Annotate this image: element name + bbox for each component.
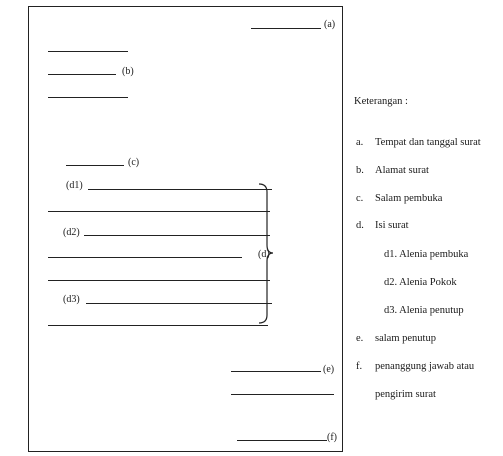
- content-brace-icon: [258, 183, 274, 325]
- sender-line: [231, 394, 334, 395]
- marker-d3: (d3): [63, 294, 80, 305]
- body-line-d1-1: [88, 189, 272, 190]
- address-line-2: [48, 74, 116, 75]
- body-line-d3-2: [48, 325, 268, 326]
- marker-e: (e): [323, 364, 335, 375]
- legend-letter-c: c.: [356, 193, 364, 204]
- legend-item-d1: d1. Alenia pembuka: [384, 249, 469, 260]
- closing-line: [231, 371, 321, 372]
- legend-item-a: Tempat dan tanggal surat: [375, 137, 481, 148]
- legend-item-d: Isi surat: [375, 220, 409, 231]
- marker-c: (c): [128, 157, 140, 168]
- marker-d1: (d1): [66, 180, 83, 191]
- signature-line: [237, 440, 327, 441]
- marker-f: (f): [327, 432, 337, 443]
- marker-d2: (d2): [63, 227, 80, 238]
- marker-a: (a): [324, 19, 336, 30]
- legend-item-c: Salam pembuka: [375, 193, 443, 204]
- salutation-line: [66, 165, 124, 166]
- legend-title: Keterangan :: [354, 96, 408, 107]
- body-line-d1-2: [48, 211, 270, 212]
- legend-item-f-cont: pengirim surat: [375, 389, 436, 400]
- legend-letter-f: f.: [356, 361, 363, 372]
- legend-item-e: salam penutup: [375, 333, 436, 344]
- marker-d: (d): [258, 249, 270, 260]
- legend-item-d3: d3. Alenia penutup: [384, 305, 464, 316]
- address-line-3: [48, 97, 128, 98]
- legend-letter-a: a.: [356, 137, 364, 148]
- body-line-d2-2: [48, 257, 242, 258]
- body-line-d2-1: [84, 235, 270, 236]
- legend-item-b: Alamat surat: [375, 165, 429, 176]
- body-line-d2-3: [48, 280, 270, 281]
- marker-b: (b): [122, 66, 134, 77]
- legend-item-f: penanggung jawab atau: [375, 361, 475, 372]
- legend-item-d2: d2. Alenia Pokok: [384, 277, 457, 288]
- legend-letter-b: b.: [356, 165, 364, 176]
- legend-letter-d: d.: [356, 220, 364, 231]
- address-line-1: [48, 51, 128, 52]
- legend-letter-e: e.: [356, 333, 364, 344]
- body-line-d3-1: [86, 303, 272, 304]
- date-line: [251, 28, 321, 29]
